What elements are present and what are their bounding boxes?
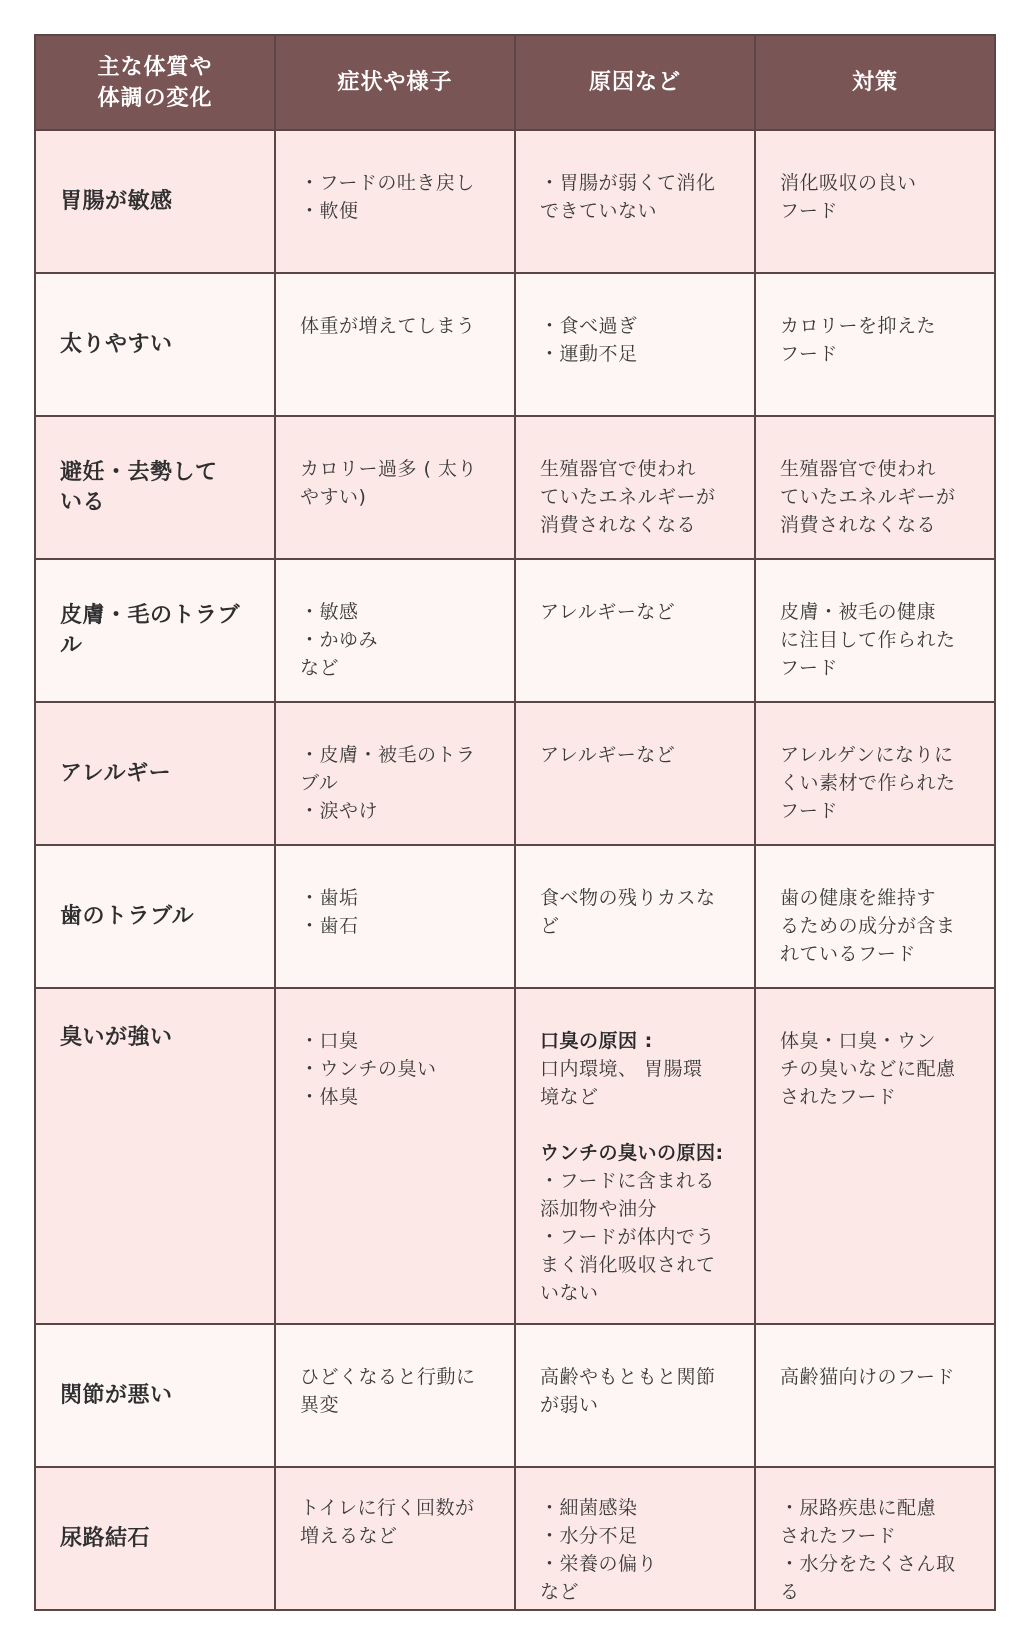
symptoms-cell: ・敏感 ・かゆみ など <box>275 559 515 702</box>
header-symptoms: 症状や様子 <box>275 35 515 130</box>
cause-heading: ウンチの臭いの原因: <box>540 1142 724 1164</box>
condition-cell: 歯のトラブル <box>35 845 275 988</box>
condition-cell: アレルギー <box>35 702 275 845</box>
cause-cell: ・食べ過ぎ ・運動不足 <box>515 273 755 416</box>
symptoms-cell: トイレに行く回数が 増えるなど <box>275 1467 515 1610</box>
table-row <box>35 559 995 702</box>
symptoms-cell: ・歯垢 ・歯石 <box>275 845 515 988</box>
comparison-table <box>34 34 996 1611</box>
cause-cell: ・胃腸が弱くて消化 できていない <box>515 130 755 273</box>
header-measure: 対策 <box>755 35 995 130</box>
cause-cell <box>515 988 755 1324</box>
header-condition: 主な体質や 体調の変化 <box>35 35 275 130</box>
measure-cell: 体臭・口臭・ウン チの臭いなどに配慮 されたフード <box>755 988 995 1324</box>
table-row <box>35 273 995 416</box>
cause-cell: アレルギーなど <box>515 559 755 702</box>
measure-cell: 生殖器官で使われ ていたエネルギーが 消費されなくなる <box>755 416 995 559</box>
symptoms-cell: ・口臭 ・ウンチの臭い ・体臭 <box>275 988 515 1324</box>
table-row <box>35 416 995 559</box>
cause-cell: 食べ物の残りカスな ど <box>515 845 755 988</box>
symptoms-cell: ・皮膚・被毛のトラ ブル ・涙やけ <box>275 702 515 845</box>
symptoms-cell: ・フードの吐き戻し ・軟便 <box>275 130 515 273</box>
cause-heading: 口臭の原因 : <box>540 1030 653 1052</box>
condition-cell: 皮膚・毛のトラブ ル <box>35 559 275 702</box>
table-row <box>35 1324 995 1467</box>
symptoms-cell: カロリー過多 ( 太り やすい) <box>275 416 515 559</box>
condition-cell: 臭いが強い <box>35 988 275 1324</box>
symptoms-cell: 体重が増えてしまう <box>275 273 515 416</box>
header-row <box>35 35 995 130</box>
measure-cell: アレルゲンになりに くい素材で作られた フード <box>755 702 995 845</box>
table-row <box>35 988 995 1324</box>
measure-cell: 消化吸収の良い フード <box>755 130 995 273</box>
symptoms-cell: ひどくなると行動に 異変 <box>275 1324 515 1467</box>
measure-cell: 高齢猫向けのフード <box>755 1324 995 1467</box>
condition-cell: 避妊・去勢して いる <box>35 416 275 559</box>
measure-cell: 皮膚・被毛の健康 に注目して作られた フード <box>755 559 995 702</box>
table-row <box>35 1467 995 1610</box>
condition-cell: 尿路結石 <box>35 1467 275 1610</box>
table-row <box>35 845 995 988</box>
header-cause: 原因など <box>515 35 755 130</box>
measure-cell: カロリーを抑えた フード <box>755 273 995 416</box>
table-row <box>35 130 995 273</box>
cause-cell: 生殖器官で使われ ていたエネルギーが 消費されなくなる <box>515 416 755 559</box>
condition-cell: 関節が悪い <box>35 1324 275 1467</box>
cause-cell: 高齢やもともと関節 が弱い <box>515 1324 755 1467</box>
cause-text: ・フードに含まれる 添加物や油分 ・フードが体内でう まく消化吸収されて いない <box>540 1170 716 1304</box>
cause-cell: アレルギーなど <box>515 702 755 845</box>
condition-cell: 太りやすい <box>35 273 275 416</box>
table-row <box>35 702 995 845</box>
cause-text: 口内環境、 胃腸環 境など <box>540 1058 703 1108</box>
condition-cell: 胃腸が敏感 <box>35 130 275 273</box>
measure-cell: ・尿路疾患に配慮 されたフード ・水分をたくさん取 る <box>755 1467 995 1610</box>
measure-cell: 歯の健康を維持す るための成分が含ま れているフード <box>755 845 995 988</box>
cause-cell: ・細菌感染 ・水分不足 ・栄養の偏り など <box>515 1467 755 1610</box>
